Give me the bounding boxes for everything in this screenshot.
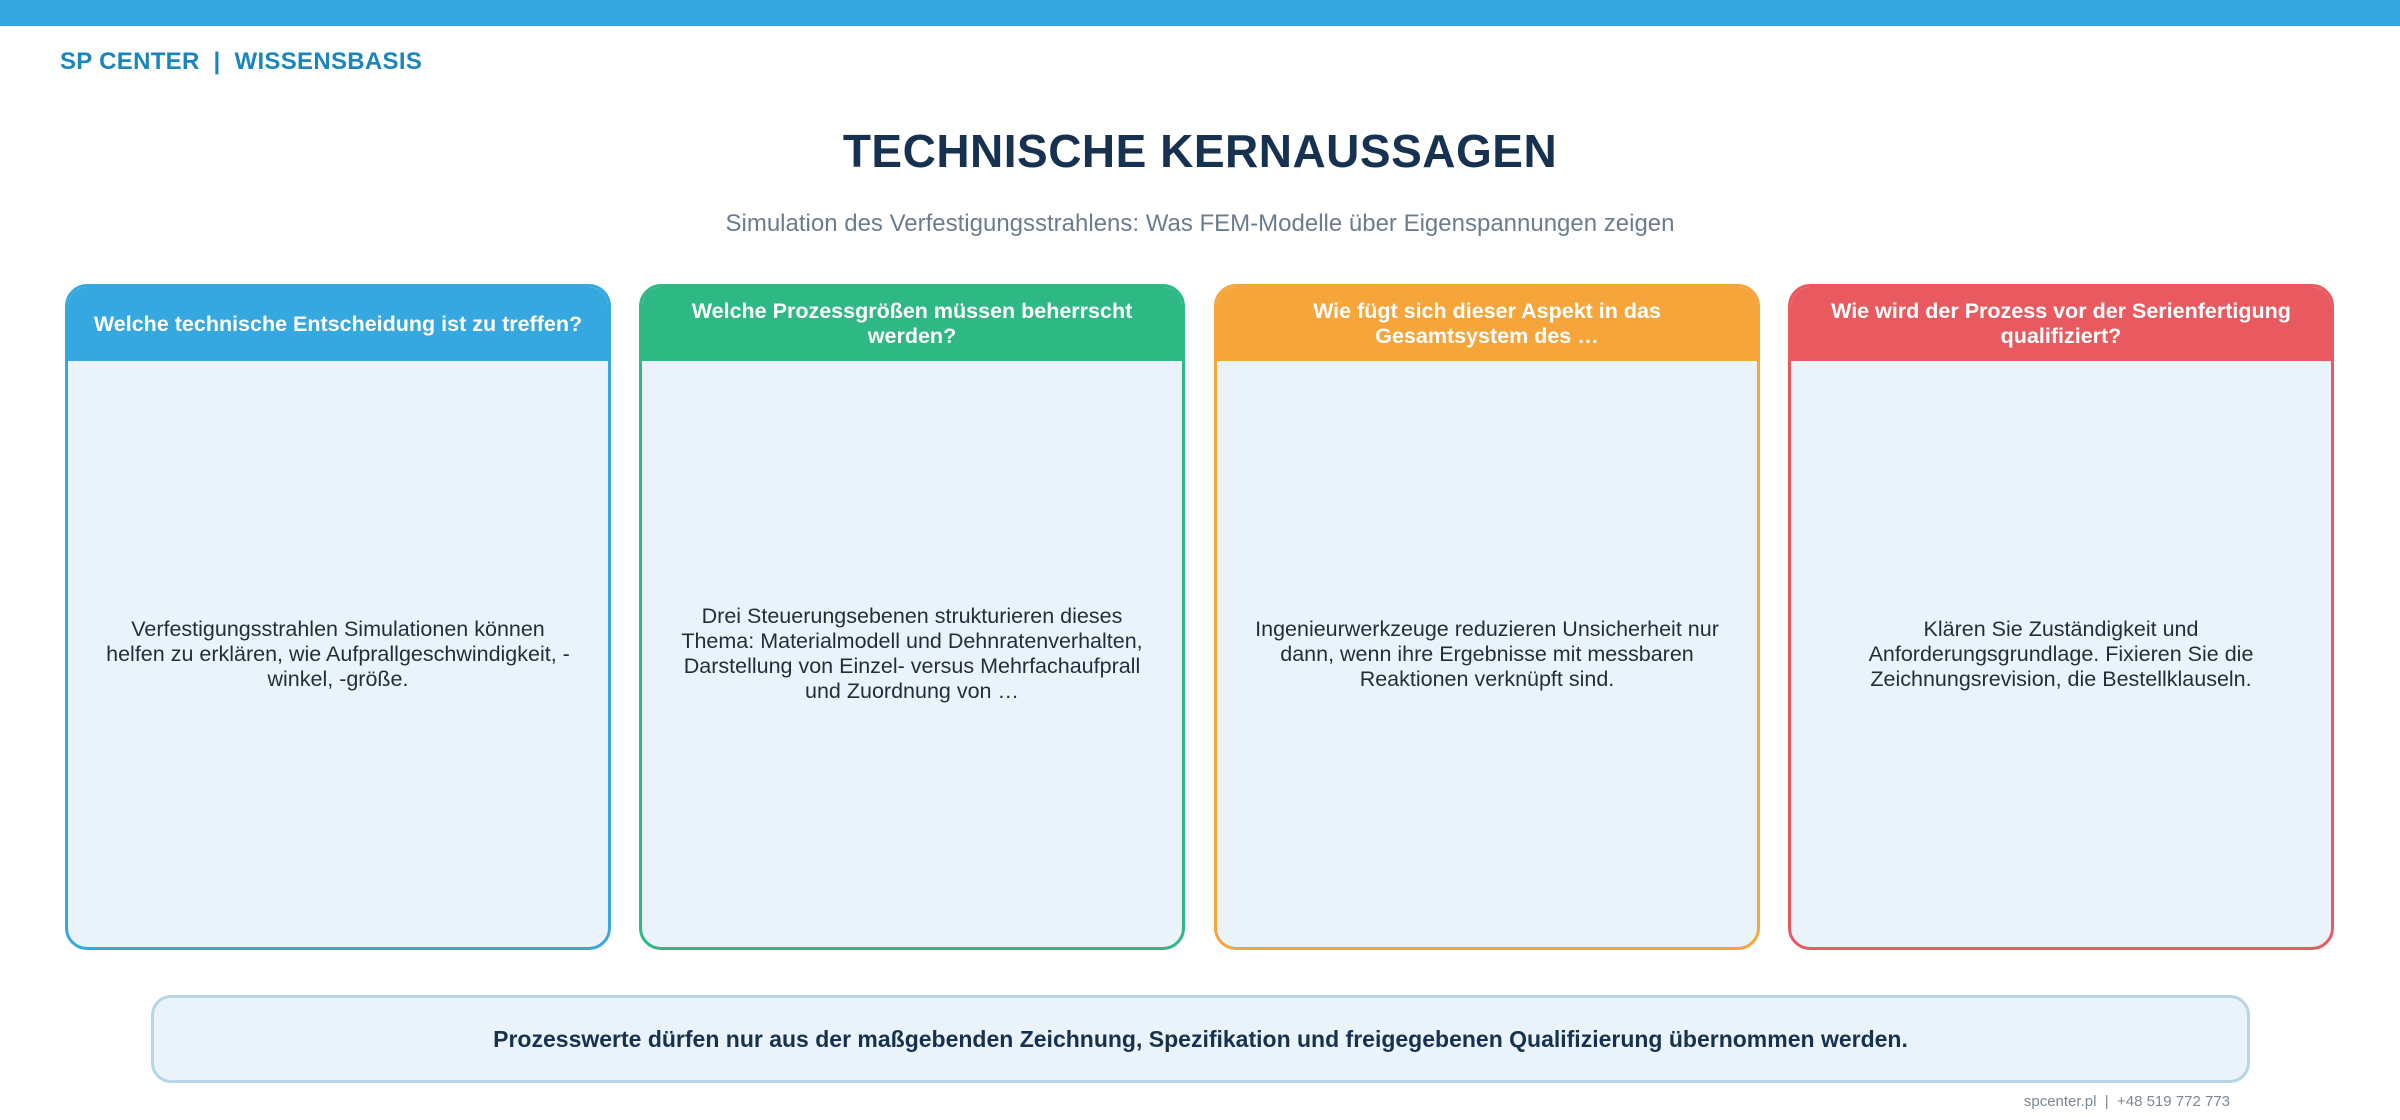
- card-text: Verfestigungsstrahlen Simulationen können helfen zu erklären, wie Aufprallgeschwindigkeit, -winkel, -größe.: [106, 616, 570, 691]
- page-subtitle: Simulation des Verfestigungsstrahlens: Was FEM-Modelle über Eigenspannungen zeigen: [725, 210, 1675, 237]
- top-accent-bar: [0, 0, 2400, 26]
- note-box: Prozesswerte dürfen nur aus der maßgebenden Zeichnung, Spezifikation und freigegebenen Qualifizierung übernommen werden.: [151, 995, 2250, 1083]
- card-technical-decision: [65, 284, 611, 950]
- footer-contact: spcenter.pl | +48 519 772 773: [2023, 1093, 2230, 1110]
- card-overall-system: [1214, 284, 1760, 950]
- card-text: Klären Sie Zuständigkeit und Anforderungsgrundlage. Fixieren Sie die Zeichnungsrevision, die Bestellklauseln.: [1868, 616, 2254, 691]
- brand-label: SP CENTER | WISSENSBASIS: [60, 48, 423, 75]
- card-text: Ingenieurwerkzeuge reduzieren Unsicherheit nur dann, wenn ihre Ergebnisse mit messbaren Reaktionen verknüpft sind.: [1255, 616, 1719, 691]
- card-heading: Wie fügt sich dieser Aspekt in das Gesamtsystem des …: [1217, 287, 1757, 361]
- card-heading: Welche Prozessgrößen müssen beherrscht werden?: [642, 287, 1182, 361]
- card-heading: Welche technische Entscheidung ist zu treffen?: [68, 287, 608, 361]
- card-text: Drei Steuerungsebenen strukturieren dieses Thema: Materialmodell und Dehnratenverhalten, Darstellung von Einzel- versus Mehrfachaufprall und Zuordnung von …: [681, 604, 1143, 703]
- card-qualification: [1788, 284, 2334, 950]
- card-heading: Wie wird der Prozess vor der Serienfertigung qualifiziert?: [1791, 287, 2331, 361]
- card-process-variables: [639, 284, 1185, 950]
- page-title: TECHNISCHE KERNAUSSAGEN: [842, 125, 1558, 177]
